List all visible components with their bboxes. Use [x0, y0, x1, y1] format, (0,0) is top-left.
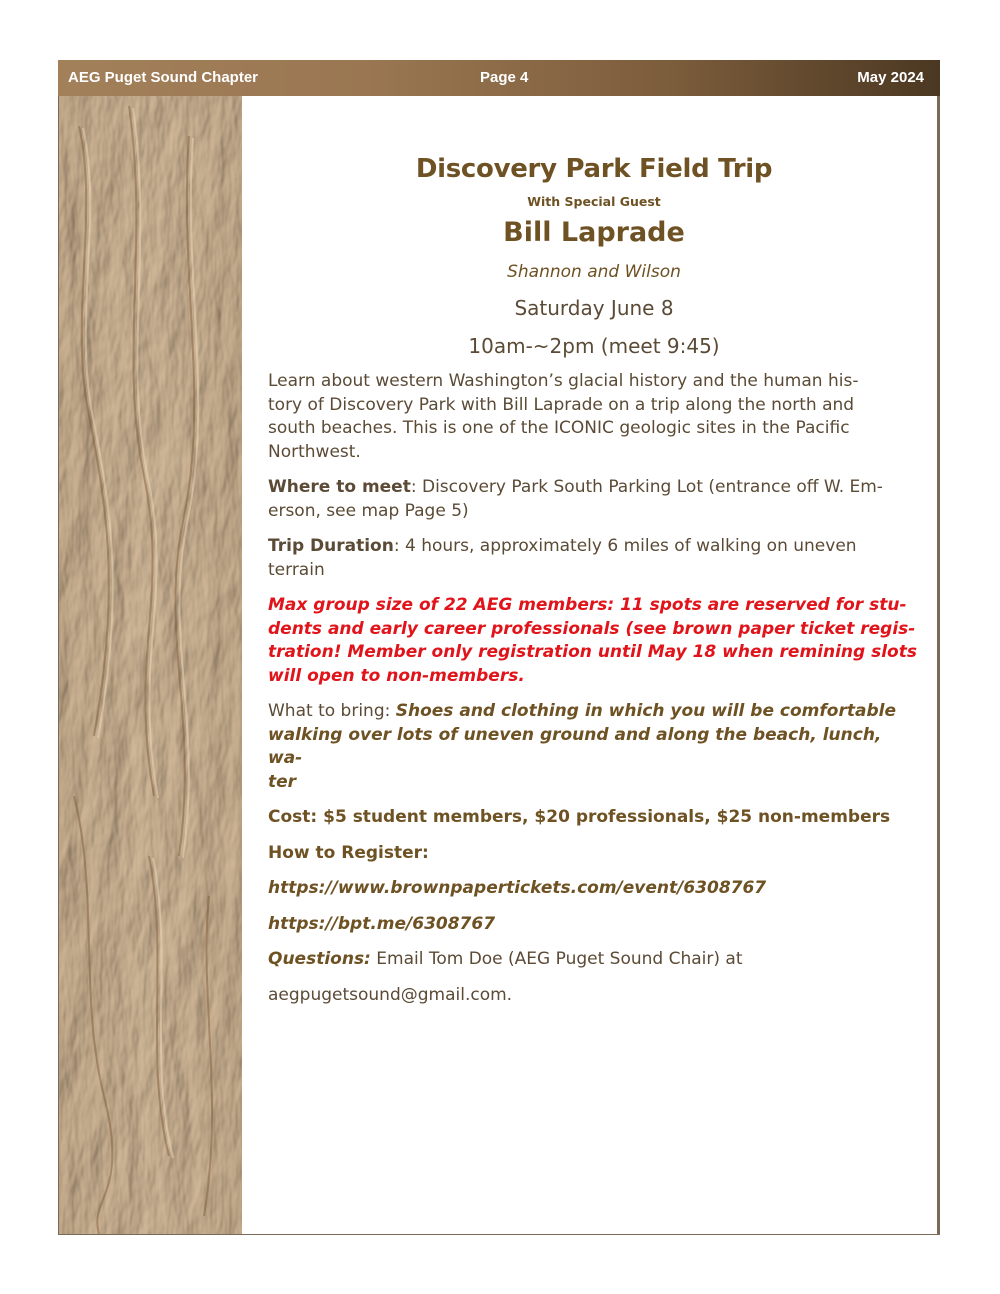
meet-text: erson, see map Page 5)	[268, 500, 469, 521]
questions-label: Questions:	[268, 949, 371, 969]
duration-text: : 4 hours, approximately 6 miles of walking on uneven	[393, 536, 857, 556]
special-guest-label: With Special Guest	[527, 194, 661, 209]
intro-paragraph	[268, 370, 920, 464]
group-size-notice	[268, 594, 920, 688]
event-time: 10am-~2pm (meet 9:45)	[468, 334, 720, 358]
page-number: Page 4	[480, 69, 529, 86]
duration-label: Trip Duration	[268, 536, 394, 556]
event-date: Saturday June 8	[514, 296, 674, 320]
notice-line: will open to non-members.	[268, 665, 525, 686]
duration-text: terrain	[268, 559, 325, 580]
bring-label: What to bring:	[268, 701, 396, 721]
meeting-location	[268, 476, 920, 523]
bring-text: ter	[268, 771, 297, 792]
article-content	[268, 150, 920, 1007]
questions-text: Email Tom Doe (AEG Puget Sound Chair) at	[370, 949, 743, 969]
register-label: How to Register:	[268, 842, 429, 863]
guest-affiliation: Shannon and Wilson	[507, 262, 681, 282]
event-title: Discovery Park Field Trip	[415, 154, 773, 184]
decorative-terrain-image	[59, 96, 242, 1234]
bring-text: Shoes and clothing in which you will be comfortable	[395, 701, 896, 721]
issue-date: May 2024	[857, 69, 924, 86]
bring-text: walking over lots of uneven ground and along the beach, lunch, wa-	[268, 724, 882, 768]
notice-line: Max group size of 22 AEG members: 11 spots are reserved for stu-	[268, 595, 907, 615]
notice-line: dents and early career professionals (see brown paper ticket regis-	[268, 618, 916, 639]
questions-line	[268, 948, 920, 972]
contact-email[interactable]: aegpugetsound@gmail.com.	[268, 984, 513, 1005]
trip-duration	[268, 535, 920, 582]
guest-name: Bill Laprade	[503, 217, 685, 248]
intro-line: Learn about western Washington’s glacial history and the human his-	[268, 371, 859, 391]
header-bar	[58, 60, 940, 96]
notice-line: tration! Member only registration until May 18 when remining slots	[268, 642, 917, 662]
meet-label: Where to meet	[268, 477, 411, 497]
intro-line: south beaches. This is one of the ICONIC geologic sites in the Pacific	[268, 418, 850, 438]
what-to-bring	[268, 700, 920, 794]
short-registration-link[interactable]: https://bpt.me/6308767	[268, 913, 496, 934]
registration-link[interactable]: https://www.brownpapertickets.com/event/6308767	[268, 878, 767, 898]
right-border	[937, 96, 939, 1234]
intro-line: Northwest.	[268, 441, 361, 462]
cost-line: Cost: $5 student members, $20 professionals, $25 non-members	[268, 807, 891, 827]
chapter-name: AEG Puget Sound Chapter	[68, 69, 259, 86]
intro-line: tory of Discovery Park with Bill Laprade on a trip along the north and	[268, 394, 855, 415]
meet-text: : Discovery Park South Parking Lot (entrance off W. Em-	[410, 477, 883, 497]
